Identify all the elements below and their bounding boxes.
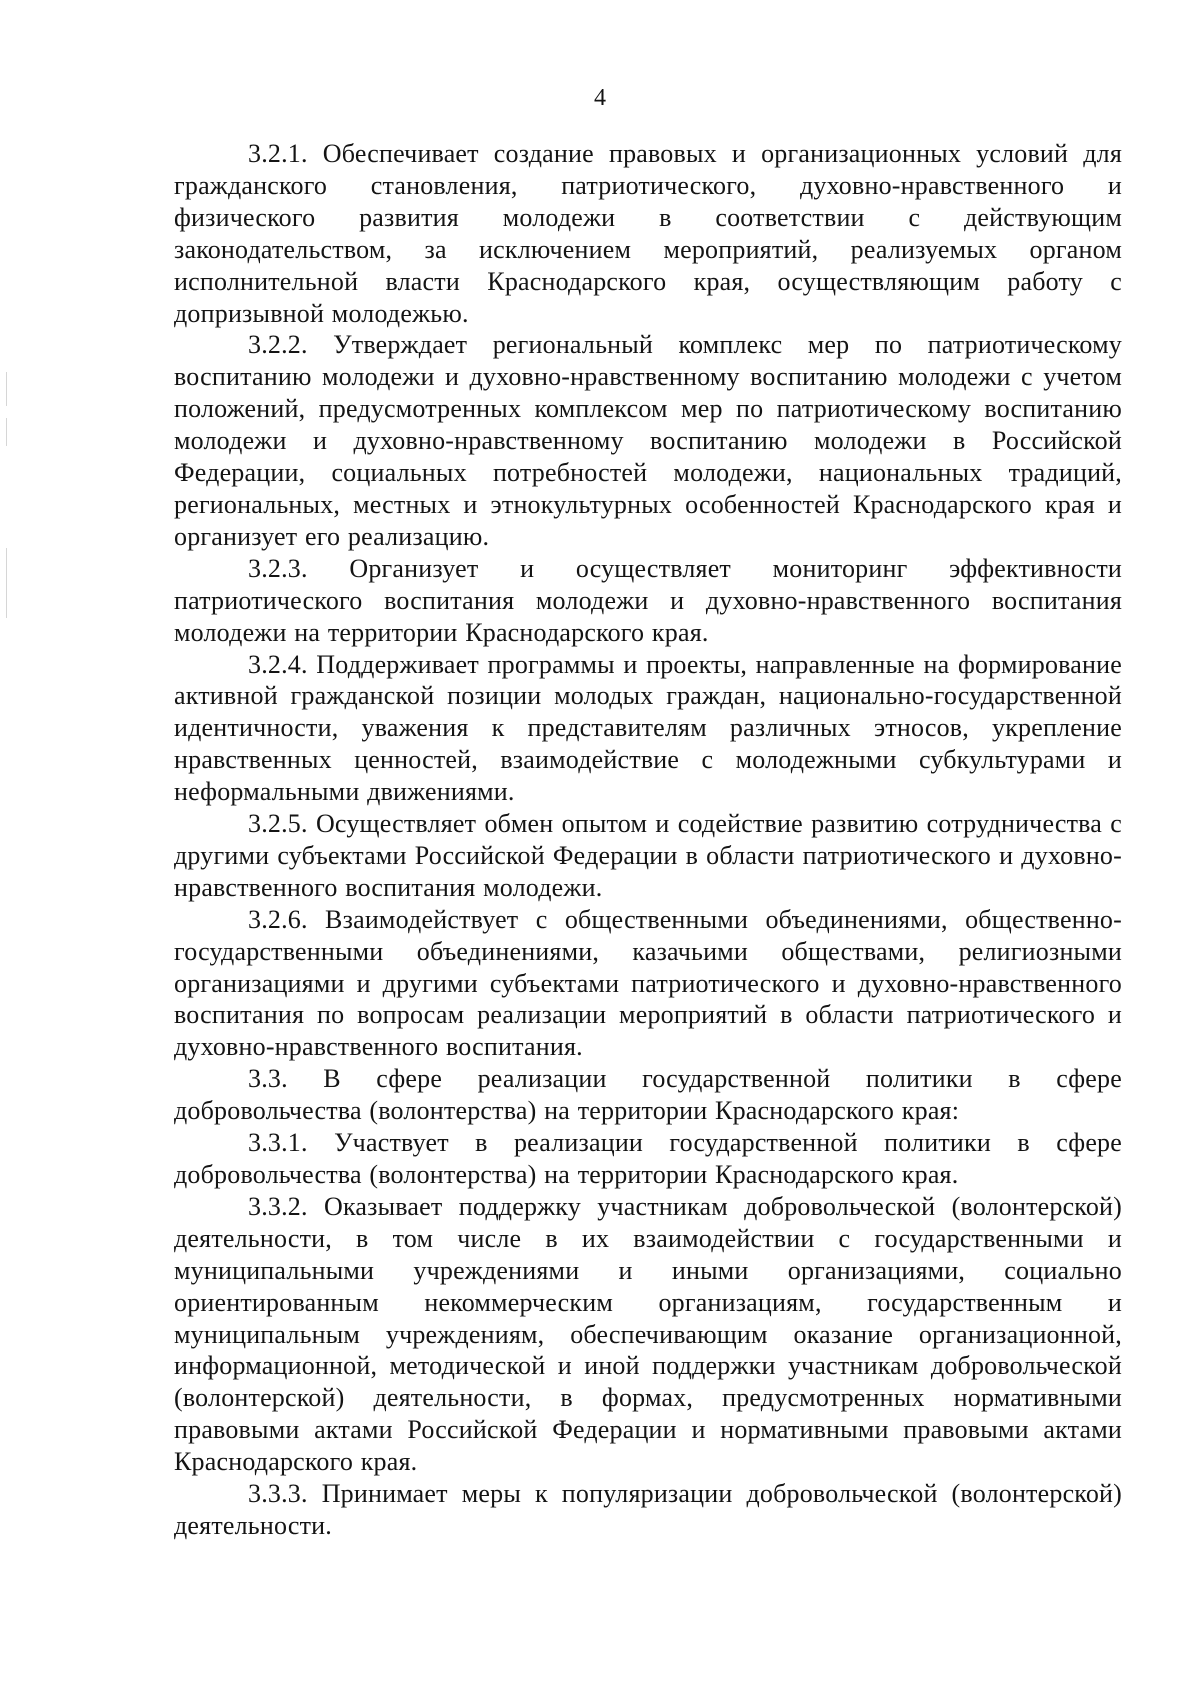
paragraph-3-3-3: 3.3.3. Принимает меры к популяризации добровольческой (волонтерской) деятельности.	[174, 1479, 1122, 1540]
scan-artifact-line	[6, 372, 7, 406]
scan-artifact-line	[6, 548, 7, 618]
paragraph-3-3: 3.3. В сфере реализации государственной политики в сфере добровольчества (волонтерства) на территории Краснодарского края:	[174, 1064, 1122, 1126]
document-body	[174, 138, 1122, 1542]
paragraph-3-2-4: 3.2.4. Поддерживает программы и проекты, направленные на формирование активной гражданской позиции молодых граждан, национально-государственной идентичности, уважения к представителям различных этносов, укрепление нравственных ценностей, взаимодействие с молодежными субкультурами и неформальными движениями.	[174, 649, 1122, 807]
scan-artifact-line	[6, 418, 7, 446]
paragraph-3-3-1: 3.3.1. Участвует в реализации государственной политики в сфере добровольчества (волонтерства) на территории Краснодарского края.	[174, 1128, 1122, 1189]
paragraph-3-2-6: 3.2.6. Взаимодействует с общественными объединениями, общественно-государственными объединениями, казачьими обществами, религиозными организациями и другими субъектами патриотического и духовно-нравственного воспитания по вопросам реализации мероприятий в области патриотического и духовно-нравственного воспитания.	[174, 904, 1122, 1062]
paragraph-3-2-3: 3.2.3. Организует и осуществляет мониторинг эффективности патриотического воспитания молодежи и духовно-нравственного воспитания молодежи на территории Краснодарского края.	[174, 553, 1122, 647]
paragraph-3-3-2: 3.3.2. Оказывает поддержку участникам добровольческой (волонтерской) деятельности, в том числе в их взаимодействии с государственными и муниципальными учреждениями и иными организациями, социально ориентированным некоммерческим организациям, государственным и муниципальным учреждениям, обеспечивающим оказание организационной, информационной, методической и иной поддержки участникам добровольческой (волонтерской) деятельности, в формах, предусмотренных нормативными правовыми актами Российской Федерации и нормативными правовыми актами Краснодарского края.	[174, 1191, 1122, 1477]
paragraph-3-2-2: 3.2.2. Утверждает региональный комплекс мер по патриотическому воспитанию молодежи и духовно-нравственному воспитанию молодежи с учетом положений, предусмотренных комплексом мер по патриотическому воспитанию молодежи и духовно-нравственному воспитанию молодежи в Российской Федерации, социальных потребностей молодежи, национальных традиций, региональных, местных и этнокультурных особенностей Краснодарского края и организует его реализацию.	[174, 330, 1122, 551]
paragraph-3-2-5: 3.2.5. Осуществляет обмен опытом и содействие развитию сотрудничества с другими субъектами Российской Федерации в области патриотического и духовно-нравственного воспитания молодежи.	[174, 809, 1122, 902]
page-number: 4	[594, 85, 606, 111]
paragraph-3-2-1: 3.2.1. Обеспечивает создание правовых и организационных условий для гражданского становления, патриотического, духовно-нравственного и физического развития молодежи в соответствии с действующим законодательством, за исключением мероприятий, реализуемых органом исполнительной власти Краснодарского края, осуществляющим работу с допризывной молодежью.	[174, 139, 1122, 328]
